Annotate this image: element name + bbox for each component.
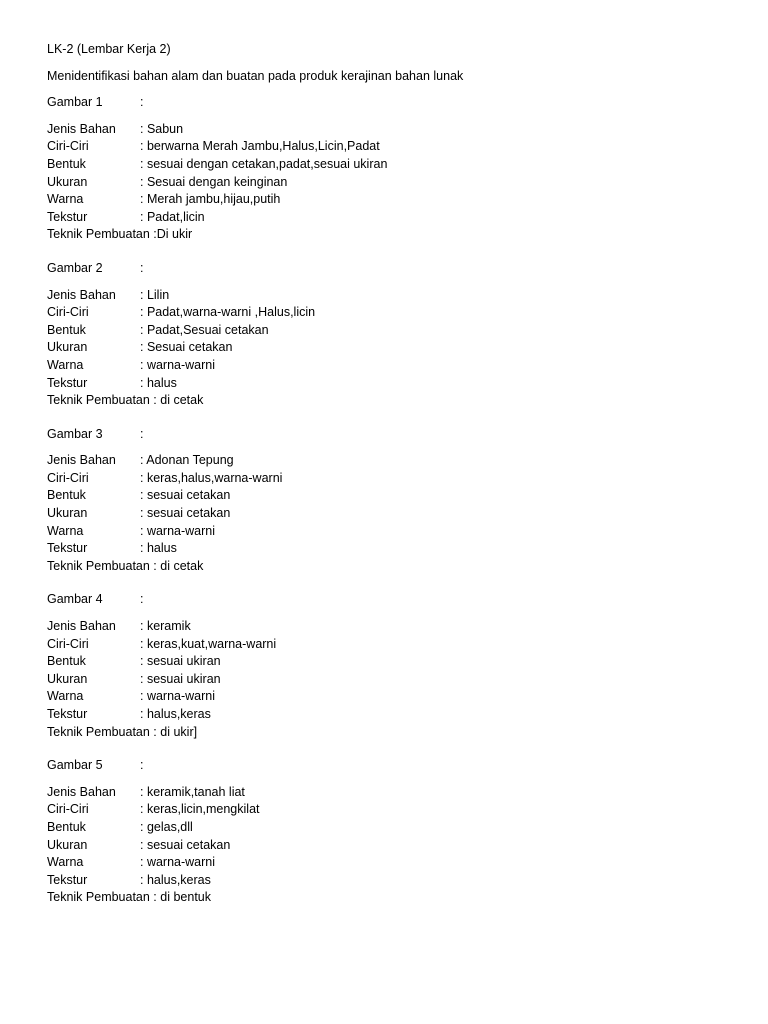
field-row bbox=[47, 121, 768, 139]
field-value: : Sesuai dengan keinginan bbox=[140, 174, 288, 189]
field-value: : warna-warni bbox=[140, 689, 216, 704]
field-label: Bentuk bbox=[47, 819, 86, 834]
field-value: : sesuai cetakan bbox=[140, 837, 231, 852]
field-row bbox=[47, 174, 768, 192]
field-label: Jenis Bahan bbox=[47, 784, 116, 799]
sections-container bbox=[47, 94, 768, 907]
field-label: Tekstur bbox=[47, 375, 88, 390]
field-value: : keramik bbox=[140, 619, 191, 634]
field-label: Bentuk bbox=[47, 488, 86, 503]
gambar-heading bbox=[47, 260, 768, 278]
field-value: : berwarna Merah Jambu,Halus,Licin,Padat bbox=[140, 139, 380, 154]
field-row bbox=[47, 653, 768, 671]
field-label: Tekstur bbox=[47, 872, 88, 887]
field-label: Tekstur bbox=[47, 541, 88, 556]
field-row bbox=[47, 688, 768, 706]
field-label: Jenis Bahan bbox=[47, 619, 116, 634]
field-row bbox=[47, 357, 768, 375]
field-row bbox=[47, 854, 768, 872]
field-value: : keras,kuat,warna-warni bbox=[140, 636, 277, 651]
gambar-label: Gambar 2 bbox=[47, 260, 103, 275]
section-gambar-1 bbox=[47, 94, 768, 244]
field-label: Warna bbox=[47, 689, 84, 704]
gambar-label: Gambar 4 bbox=[47, 592, 103, 607]
field-row bbox=[47, 209, 768, 227]
field-row bbox=[47, 706, 768, 724]
teknik-pembuatan: Teknik Pembuatan : di ukir] bbox=[47, 724, 198, 739]
field-label: Ukuran bbox=[47, 174, 88, 189]
field-label: Ciri-Ciri bbox=[47, 305, 89, 320]
field-value: : Lilin bbox=[140, 287, 170, 302]
gambar-separator: : bbox=[140, 426, 144, 441]
teknik-pembuatan: Teknik Pembuatan : di bentuk bbox=[47, 890, 211, 905]
field-value: : sesuai cetakan bbox=[140, 506, 231, 521]
field-row bbox=[47, 322, 768, 340]
field-label: Ukuran bbox=[47, 506, 88, 521]
section-gambar-5 bbox=[47, 757, 768, 907]
field-label: Jenis Bahan bbox=[47, 287, 116, 302]
teknik-pembuatan: Teknik Pembuatan :Di ukir bbox=[47, 227, 193, 242]
field-value: : Sesuai cetakan bbox=[140, 340, 233, 355]
field-value: : halus,keras bbox=[140, 872, 211, 887]
field-label: Bentuk bbox=[47, 654, 86, 669]
field-value: : Padat,Sesuai cetakan bbox=[140, 322, 269, 337]
gambar-separator: : bbox=[140, 592, 144, 607]
field-label: Warna bbox=[47, 357, 84, 372]
field-row bbox=[47, 819, 768, 837]
field-label: Ukuran bbox=[47, 671, 88, 686]
gambar-separator: : bbox=[140, 758, 144, 773]
gambar-separator: : bbox=[140, 260, 144, 275]
field-value: : Padat,licin bbox=[140, 209, 205, 224]
document-subtitle: Menidentifikasi bahan alam dan buatan pada produk kerajinan bahan lunak bbox=[47, 68, 464, 83]
field-value: : warna-warni bbox=[140, 523, 216, 538]
field-value: : keras,licin,mengkilat bbox=[140, 802, 260, 817]
field-label: Ukuran bbox=[47, 340, 88, 355]
gambar-heading bbox=[47, 94, 768, 112]
field-value: : sesuai ukiran bbox=[140, 671, 221, 686]
field-label: Ciri-Ciri bbox=[47, 802, 89, 817]
field-row bbox=[47, 523, 768, 541]
field-value: : keramik,tanah liat bbox=[140, 784, 245, 799]
field-row bbox=[47, 138, 768, 156]
field-value: : Sabun bbox=[140, 121, 184, 136]
section-gambar-3 bbox=[47, 426, 768, 576]
field-row bbox=[47, 191, 768, 209]
field-row bbox=[47, 784, 768, 802]
field-label: Tekstur bbox=[47, 707, 88, 721]
field-row bbox=[47, 636, 768, 654]
field-label: Jenis Bahan bbox=[47, 121, 116, 136]
field-value: : gelas,dll bbox=[140, 819, 193, 834]
document-title: LK-2 (Lembar Kerja 2) bbox=[47, 42, 171, 56]
field-row bbox=[47, 837, 768, 855]
field-row bbox=[47, 452, 768, 470]
field-label: Jenis Bahan bbox=[47, 453, 116, 468]
field-row bbox=[47, 872, 768, 890]
field-row bbox=[47, 304, 768, 322]
gambar-label: Gambar 3 bbox=[47, 426, 103, 441]
field-row bbox=[47, 505, 768, 523]
field-label: Warna bbox=[47, 523, 84, 538]
field-row bbox=[47, 487, 768, 505]
field-row bbox=[47, 156, 768, 174]
field-label: Bentuk bbox=[47, 156, 86, 171]
field-value: : warna-warni bbox=[140, 855, 216, 870]
field-row bbox=[47, 287, 768, 305]
field-value: : halus bbox=[140, 541, 177, 556]
field-label: Ukuran bbox=[47, 837, 88, 852]
field-row bbox=[47, 618, 768, 636]
field-row bbox=[47, 540, 768, 558]
gambar-label: Gambar 1 bbox=[47, 95, 103, 110]
field-row bbox=[47, 801, 768, 819]
field-label: Warna bbox=[47, 855, 84, 870]
field-row bbox=[47, 671, 768, 689]
field-value: : sesuai cetakan bbox=[140, 488, 231, 503]
section-gambar-4 bbox=[47, 591, 768, 741]
field-value: : halus,keras bbox=[140, 707, 211, 721]
gambar-heading bbox=[47, 426, 768, 444]
field-value: : warna-warni bbox=[140, 357, 216, 372]
teknik-pembuatan: Teknik Pembuatan : di cetak bbox=[47, 558, 204, 573]
field-label: Ciri-Ciri bbox=[47, 470, 89, 485]
field-value: : sesuai dengan cetakan,padat,sesuai ukiran bbox=[140, 156, 388, 171]
field-value: : Padat,warna-warni ,Halus,licin bbox=[140, 305, 316, 320]
field-value: : sesuai ukiran bbox=[140, 654, 221, 669]
gambar-heading bbox=[47, 757, 768, 775]
field-value: : halus bbox=[140, 375, 177, 390]
field-label: Bentuk bbox=[47, 322, 86, 337]
gambar-label: Gambar 5 bbox=[47, 758, 103, 773]
field-row bbox=[47, 375, 768, 393]
section-gambar-2 bbox=[47, 260, 768, 410]
field-label: Tekstur bbox=[47, 209, 88, 224]
field-label: Ciri-Ciri bbox=[47, 636, 89, 651]
field-label: Ciri-Ciri bbox=[47, 139, 89, 154]
field-row bbox=[47, 339, 768, 357]
field-value: : Adonan Tepung bbox=[140, 453, 234, 468]
field-row bbox=[47, 470, 768, 488]
field-label: Warna bbox=[47, 192, 84, 207]
gambar-separator: : bbox=[140, 95, 144, 110]
field-value: : keras,halus,warna-warni bbox=[140, 470, 283, 485]
teknik-pembuatan: Teknik Pembuatan : di cetak bbox=[47, 393, 204, 408]
gambar-heading bbox=[47, 591, 768, 609]
field-value: : Merah jambu,hijau,putih bbox=[140, 192, 281, 207]
